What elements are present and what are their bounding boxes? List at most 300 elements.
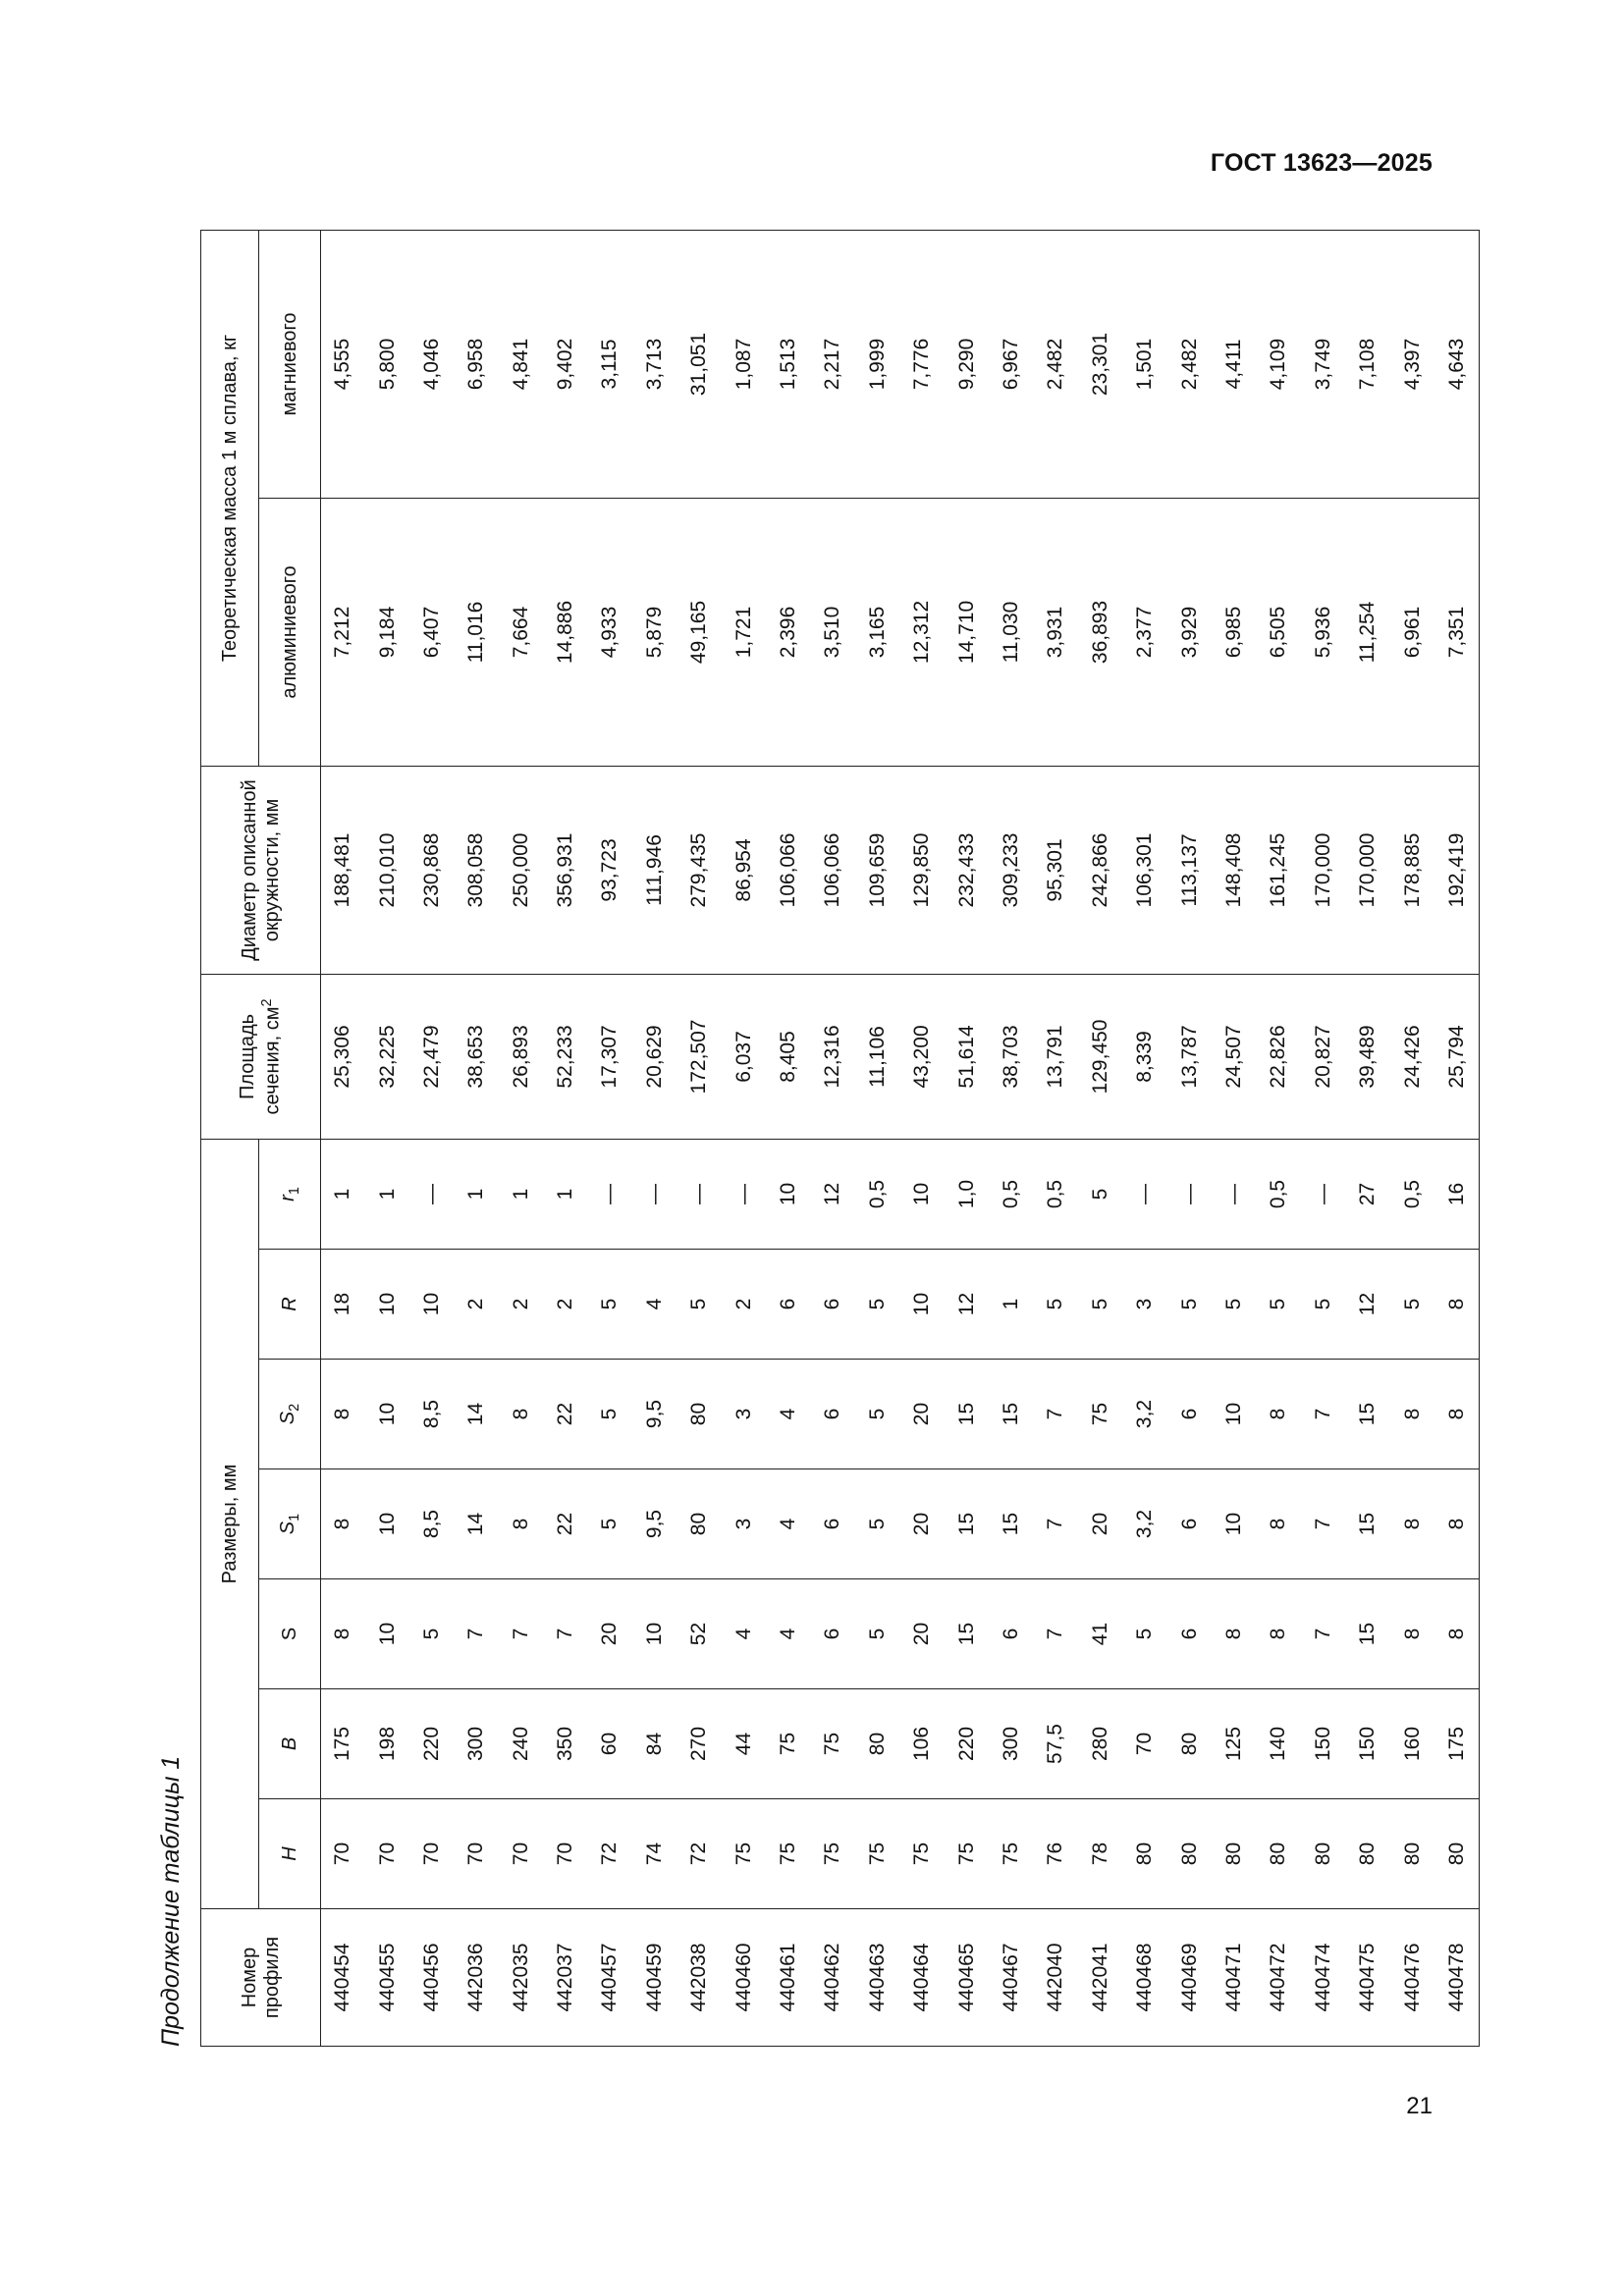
table-cell: 10 bbox=[1212, 1469, 1256, 1579]
table-cell: 440460 bbox=[722, 1909, 766, 2047]
table-row bbox=[1435, 230, 1479, 2046]
table-cell: 440463 bbox=[855, 1909, 899, 2047]
header-area bbox=[201, 974, 321, 1139]
table-cell: 440472 bbox=[1257, 1909, 1301, 2047]
table-cell: 4 bbox=[722, 1579, 766, 1689]
table-cell: 23,301 bbox=[1078, 230, 1122, 498]
table-cell: 6 bbox=[1167, 1579, 1212, 1689]
table-cell: 161,245 bbox=[1257, 766, 1301, 974]
table-cell: 442037 bbox=[543, 1909, 587, 2047]
table-cell: 2,217 bbox=[811, 230, 855, 498]
table-cell: 18 bbox=[321, 1250, 365, 1360]
table-cell: 7 bbox=[1034, 1579, 1078, 1689]
table-cell: 5 bbox=[1212, 1250, 1256, 1360]
table-row bbox=[811, 230, 855, 2046]
table-cell: 52,233 bbox=[543, 974, 587, 1139]
table-cell: 442035 bbox=[499, 1909, 543, 2047]
table-cell: 175 bbox=[321, 1689, 365, 1799]
table-cell: 14,710 bbox=[945, 498, 989, 766]
table-cell: 6 bbox=[811, 1250, 855, 1360]
table-row bbox=[900, 230, 945, 2046]
table-cell: 210,010 bbox=[365, 766, 409, 974]
table-cell: 22 bbox=[543, 1360, 587, 1469]
table-cell: 12 bbox=[945, 1250, 989, 1360]
table-cell: 9,290 bbox=[945, 230, 989, 498]
table-row bbox=[1167, 230, 1212, 2046]
table-row bbox=[1034, 230, 1078, 2046]
table-cell: 6,505 bbox=[1257, 498, 1301, 766]
table-cell: 7,212 bbox=[321, 498, 365, 766]
table-cell: 106,066 bbox=[811, 766, 855, 974]
table-cell: 4,397 bbox=[1390, 230, 1435, 498]
table-cell: 7,108 bbox=[1345, 230, 1389, 498]
table-cell: 150 bbox=[1301, 1689, 1345, 1799]
table-cell: 9,184 bbox=[365, 498, 409, 766]
table-cell: 70 bbox=[543, 1799, 587, 1909]
table-cell: 220 bbox=[409, 1689, 454, 1799]
table-cell: 7 bbox=[455, 1579, 499, 1689]
table-cell: 15 bbox=[1345, 1469, 1389, 1579]
table-cell: 75 bbox=[766, 1799, 810, 1909]
table-cell: 27 bbox=[1345, 1139, 1389, 1249]
header-B: B bbox=[259, 1689, 321, 1799]
table-cell: 44 bbox=[722, 1689, 766, 1799]
header-S1 bbox=[259, 1469, 321, 1579]
table-cell: 3,165 bbox=[855, 498, 899, 766]
table-cell: 6 bbox=[811, 1469, 855, 1579]
rotated-table-block bbox=[157, 231, 1468, 2047]
header-H: H bbox=[259, 1799, 321, 1909]
table-cell: 10 bbox=[365, 1360, 409, 1469]
table-row bbox=[632, 230, 677, 2046]
table-cell: 9,5 bbox=[632, 1360, 677, 1469]
table-cell: 4,933 bbox=[588, 498, 632, 766]
table-cell: 0,5 bbox=[989, 1139, 1033, 1249]
table-cell: 8 bbox=[1257, 1469, 1301, 1579]
table-cell: 442040 bbox=[1034, 1909, 1078, 2047]
table-cell: 86,954 bbox=[722, 766, 766, 974]
header-sizes: Размеры, мм bbox=[201, 1139, 259, 1908]
table-cell: 178,885 bbox=[1390, 766, 1435, 974]
table-cell: 17,307 bbox=[588, 974, 632, 1139]
table-cell: 150 bbox=[1345, 1689, 1389, 1799]
table-cell: — bbox=[1167, 1139, 1212, 1249]
table-cell: 80 bbox=[1167, 1689, 1212, 1799]
table-cell: 8 bbox=[499, 1360, 543, 1469]
table-cell: 109,659 bbox=[855, 766, 899, 974]
table-cell: 5 bbox=[1167, 1250, 1212, 1360]
table-cell: 26,893 bbox=[499, 974, 543, 1139]
table-cell: 15 bbox=[945, 1360, 989, 1469]
table-cell: 160 bbox=[1390, 1689, 1435, 1799]
table-cell: 5 bbox=[1257, 1250, 1301, 1360]
table-cell: 3,749 bbox=[1301, 230, 1345, 498]
table-cell: 6 bbox=[766, 1250, 810, 1360]
table-cell: 5 bbox=[588, 1469, 632, 1579]
table-cell: 4,411 bbox=[1212, 230, 1256, 498]
table-cell: 440471 bbox=[1212, 1909, 1256, 2047]
table-cell: 7 bbox=[1034, 1360, 1078, 1469]
table-cell: 14 bbox=[455, 1469, 499, 1579]
header-area-text: Площадь сечения, см bbox=[237, 1006, 284, 1115]
table-cell: 5 bbox=[588, 1250, 632, 1360]
table-cell: 25,794 bbox=[1435, 974, 1479, 1139]
table-cell: 3 bbox=[722, 1360, 766, 1469]
table-cell: 440474 bbox=[1301, 1909, 1345, 2047]
table-cell: 80 bbox=[1301, 1799, 1345, 1909]
table-cell: 8 bbox=[321, 1579, 365, 1689]
table-cell: 1,087 bbox=[722, 230, 766, 498]
table-cell: 3 bbox=[722, 1469, 766, 1579]
table-cell: — bbox=[677, 1139, 722, 1249]
table-cell: 356,931 bbox=[543, 766, 587, 974]
table-cell: 8 bbox=[499, 1469, 543, 1579]
table-cell: 9,5 bbox=[632, 1469, 677, 1579]
table-cell: 7,776 bbox=[900, 230, 945, 498]
table-cell: 4 bbox=[632, 1250, 677, 1360]
table-cell: 1,721 bbox=[722, 498, 766, 766]
header-r1 bbox=[259, 1139, 321, 1249]
table-cell: 350 bbox=[543, 1689, 587, 1799]
table-cell: 8 bbox=[1435, 1250, 1479, 1360]
table-cell: 0,5 bbox=[1390, 1139, 1435, 1249]
table-cell: 11,030 bbox=[989, 498, 1033, 766]
table-cell: 75 bbox=[811, 1799, 855, 1909]
table-cell: 80 bbox=[1390, 1799, 1435, 1909]
table-cell: 8 bbox=[1257, 1360, 1301, 1469]
table-cell: 175 bbox=[1435, 1689, 1479, 1799]
table-cell: 75 bbox=[722, 1799, 766, 1909]
document-standard-header: ГОСТ 13623—2025 bbox=[1210, 149, 1433, 177]
table-cell: 52 bbox=[677, 1579, 722, 1689]
header-magnesium: магниевого bbox=[259, 230, 321, 498]
table-cell: 5 bbox=[855, 1579, 899, 1689]
table-cell: 20 bbox=[900, 1360, 945, 1469]
table-cell: 74 bbox=[632, 1799, 677, 1909]
table-cell: 78 bbox=[1078, 1799, 1122, 1909]
table-cell: 148,408 bbox=[1212, 766, 1256, 974]
table-cell: 5 bbox=[677, 1250, 722, 1360]
table-cell: 129,450 bbox=[1078, 974, 1122, 1139]
table-cell: 70 bbox=[321, 1799, 365, 1909]
table-cell: 51,614 bbox=[945, 974, 989, 1139]
table-cell: 1,0 bbox=[945, 1139, 989, 1249]
table-cell: 24,426 bbox=[1390, 974, 1435, 1139]
header-R: R bbox=[259, 1250, 321, 1360]
table-cell: 220 bbox=[945, 1689, 989, 1799]
table-row bbox=[1345, 230, 1389, 2046]
table-cell: 300 bbox=[455, 1689, 499, 1799]
table-cell: 106 bbox=[900, 1689, 945, 1799]
table-cell: 24,507 bbox=[1212, 974, 1256, 1139]
table-cell: 4 bbox=[766, 1579, 810, 1689]
table-cell: 41 bbox=[1078, 1579, 1122, 1689]
table-cell: 440476 bbox=[1390, 1909, 1435, 2047]
table-cell: 129,850 bbox=[900, 766, 945, 974]
table-cell: 20 bbox=[588, 1579, 632, 1689]
table-cell: 125 bbox=[1212, 1689, 1256, 1799]
table-cell: 36,893 bbox=[1078, 498, 1122, 766]
table-cell: 80 bbox=[1435, 1799, 1479, 1909]
table-cell: 10 bbox=[900, 1250, 945, 1360]
table-row bbox=[945, 230, 989, 2046]
table-cell: 39,489 bbox=[1345, 974, 1389, 1139]
table-cell: 80 bbox=[1123, 1799, 1167, 1909]
table-cell: — bbox=[722, 1139, 766, 1249]
table-cell: 6,961 bbox=[1390, 498, 1435, 766]
table-cell: 440464 bbox=[900, 1909, 945, 2047]
table-row bbox=[1257, 230, 1301, 2046]
table-cell: 2,377 bbox=[1123, 498, 1167, 766]
table-cell: 2 bbox=[722, 1250, 766, 1360]
table-cell: 15 bbox=[989, 1360, 1033, 1469]
table-row bbox=[499, 230, 543, 2046]
table-cell: — bbox=[1301, 1139, 1345, 1249]
table-cell: 8 bbox=[1390, 1579, 1435, 1689]
table-cell: 5 bbox=[1390, 1250, 1435, 1360]
table-row bbox=[677, 230, 722, 2046]
table-cell: 8 bbox=[1257, 1579, 1301, 1689]
table-cell: 10 bbox=[1212, 1360, 1256, 1469]
table-cell: 106,066 bbox=[766, 766, 810, 974]
table-row bbox=[1212, 230, 1256, 2046]
table-cell: 5 bbox=[588, 1360, 632, 1469]
header-r1-base: r bbox=[276, 1195, 298, 1201]
table-cell: 80 bbox=[1257, 1799, 1301, 1909]
table-cell: 6 bbox=[811, 1360, 855, 1469]
table-cell: 12,316 bbox=[811, 974, 855, 1139]
table-cell: 15 bbox=[1345, 1360, 1389, 1469]
table-cell: 2,482 bbox=[1034, 230, 1078, 498]
table-cell: 72 bbox=[588, 1799, 632, 1909]
table-cell: 4,109 bbox=[1257, 230, 1301, 498]
table-cell: 0,5 bbox=[1257, 1139, 1301, 1249]
table-cell: 230,868 bbox=[409, 766, 454, 974]
table-cell: 270 bbox=[677, 1689, 722, 1799]
table-cell: 25,306 bbox=[321, 974, 365, 1139]
table-cell: 3,115 bbox=[588, 230, 632, 498]
table-cell: 15 bbox=[945, 1469, 989, 1579]
table-row bbox=[409, 230, 454, 2046]
table-cell: 5 bbox=[855, 1469, 899, 1579]
table-cell: 80 bbox=[855, 1689, 899, 1799]
table-cell: 7 bbox=[1301, 1469, 1345, 1579]
table-row bbox=[1123, 230, 1167, 2046]
table-cell: 70 bbox=[1123, 1689, 1167, 1799]
table-cell: 250,000 bbox=[499, 766, 543, 974]
table-cell: 170,000 bbox=[1301, 766, 1345, 974]
table-cell: 11,016 bbox=[455, 498, 499, 766]
table-cell: 4 bbox=[766, 1360, 810, 1469]
table-cell: 75 bbox=[766, 1689, 810, 1799]
table-cell: 7 bbox=[1301, 1579, 1345, 1689]
table-cell: 11,106 bbox=[855, 974, 899, 1139]
table-cell: 2 bbox=[543, 1250, 587, 1360]
table-cell: 1 bbox=[321, 1139, 365, 1249]
table-cell: 440456 bbox=[409, 1909, 454, 2047]
table-cell: 308,058 bbox=[455, 766, 499, 974]
table-cell: 12,312 bbox=[900, 498, 945, 766]
table-cell: 9,402 bbox=[543, 230, 587, 498]
table-cell: 111,946 bbox=[632, 766, 677, 974]
table-cell: 10 bbox=[365, 1579, 409, 1689]
table-row bbox=[455, 230, 499, 2046]
table-cell: 1 bbox=[989, 1250, 1033, 1360]
table-cell: 440462 bbox=[811, 1909, 855, 2047]
table-cell: 7 bbox=[543, 1579, 587, 1689]
header-area-sup: 2 bbox=[259, 998, 276, 1007]
header-r1-sub: 1 bbox=[286, 1187, 302, 1196]
table-cell: 10 bbox=[365, 1469, 409, 1579]
header-aluminum: алюминиевого bbox=[259, 498, 321, 766]
table-cell: 170,000 bbox=[1345, 766, 1389, 974]
header-S1-sub: 1 bbox=[286, 1513, 302, 1522]
table-cell: 14 bbox=[455, 1360, 499, 1469]
table-row bbox=[321, 230, 365, 2046]
table-cell: 10 bbox=[409, 1250, 454, 1360]
table-cell: 22,479 bbox=[409, 974, 454, 1139]
table-cell: 10 bbox=[632, 1579, 677, 1689]
table-cell: 8,405 bbox=[766, 974, 810, 1139]
table-cell: 440455 bbox=[365, 1909, 409, 2047]
table-cell: 198 bbox=[365, 1689, 409, 1799]
header-profile-number: Номер профиля bbox=[201, 1909, 321, 2047]
table-cell: — bbox=[588, 1139, 632, 1249]
table-cell: 440467 bbox=[989, 1909, 1033, 2047]
table-cell: 5,800 bbox=[365, 230, 409, 498]
table-cell: 5 bbox=[855, 1250, 899, 1360]
table-cell: 192,419 bbox=[1435, 766, 1479, 974]
table-cell: 60 bbox=[588, 1689, 632, 1799]
table-cell: — bbox=[632, 1139, 677, 1249]
table-cell: 80 bbox=[677, 1360, 722, 1469]
table-cell: 4,555 bbox=[321, 230, 365, 498]
table-cell: 75 bbox=[945, 1799, 989, 1909]
table-cell: 22 bbox=[543, 1469, 587, 1579]
table-cell: 6 bbox=[1167, 1469, 1212, 1579]
table-cell: 49,165 bbox=[677, 498, 722, 766]
table-cell: — bbox=[409, 1139, 454, 1249]
table-cell: 75 bbox=[811, 1689, 855, 1799]
table-cell: 1 bbox=[455, 1139, 499, 1249]
table-cell: 6,985 bbox=[1212, 498, 1256, 766]
table-row bbox=[855, 230, 899, 2046]
table-cell: 15 bbox=[945, 1579, 989, 1689]
table-cell: 7 bbox=[1301, 1360, 1345, 1469]
table-cell: 4,841 bbox=[499, 230, 543, 498]
table-cell: 80 bbox=[677, 1469, 722, 1579]
table-cell: 232,433 bbox=[945, 766, 989, 974]
table-cell: 5,879 bbox=[632, 498, 677, 766]
table-cell: 172,507 bbox=[677, 974, 722, 1139]
table-cell: 8,5 bbox=[409, 1360, 454, 1469]
table-cell: 57,5 bbox=[1034, 1689, 1078, 1799]
table-row bbox=[766, 230, 810, 2046]
table-cell: 22,826 bbox=[1257, 974, 1301, 1139]
table-cell: 2,396 bbox=[766, 498, 810, 766]
table-cell: 8 bbox=[1435, 1469, 1479, 1579]
table-cell: 113,137 bbox=[1167, 766, 1212, 974]
table-cell: 80 bbox=[1345, 1799, 1389, 1909]
table-cell: 0,5 bbox=[1034, 1139, 1078, 1249]
table-cell: 442036 bbox=[455, 1909, 499, 2047]
table-cell: 440468 bbox=[1123, 1909, 1167, 2047]
table-cell: 31,051 bbox=[677, 230, 722, 498]
table-cell: 7,351 bbox=[1435, 498, 1479, 766]
table-row bbox=[1390, 230, 1435, 2046]
table-row bbox=[722, 230, 766, 2046]
table-cell: 5 bbox=[409, 1579, 454, 1689]
table-cell: 6,967 bbox=[989, 230, 1033, 498]
table-cell: 3,2 bbox=[1123, 1469, 1167, 1579]
table-cell: 2,482 bbox=[1167, 230, 1212, 498]
table-cell: 5 bbox=[1078, 1139, 1122, 1249]
table-cell: 1,999 bbox=[855, 230, 899, 498]
table-cell: 70 bbox=[365, 1799, 409, 1909]
table-cell: 38,703 bbox=[989, 974, 1033, 1139]
table-cell: 1 bbox=[499, 1139, 543, 1249]
table-cell: 0,5 bbox=[855, 1139, 899, 1249]
table-cell: 20 bbox=[1078, 1469, 1122, 1579]
table-cell: 7 bbox=[499, 1579, 543, 1689]
table-cell: 440454 bbox=[321, 1909, 365, 2047]
table-cell: 140 bbox=[1257, 1689, 1301, 1799]
table-cell: 43,200 bbox=[900, 974, 945, 1139]
table-cell: 440469 bbox=[1167, 1909, 1212, 2047]
table-cell: 16 bbox=[1435, 1139, 1479, 1249]
table-cell: 5 bbox=[1123, 1579, 1167, 1689]
table-cell: 20 bbox=[900, 1579, 945, 1689]
table-cell: 75 bbox=[855, 1799, 899, 1909]
table-cell: — bbox=[1123, 1139, 1167, 1249]
table-cell: 75 bbox=[989, 1799, 1033, 1909]
table-cell: 8 bbox=[321, 1469, 365, 1579]
table-cell: — bbox=[1212, 1139, 1256, 1249]
table-cell: 93,723 bbox=[588, 766, 632, 974]
table-cell: 4,046 bbox=[409, 230, 454, 498]
table-cell: 240 bbox=[499, 1689, 543, 1799]
table-cell: 1,513 bbox=[766, 230, 810, 498]
table-cell: 38,653 bbox=[455, 974, 499, 1139]
table-cell: 440465 bbox=[945, 1909, 989, 2047]
table-cell: 10 bbox=[900, 1139, 945, 1249]
header-S2 bbox=[259, 1360, 321, 1469]
table-cell: 6 bbox=[1167, 1360, 1212, 1469]
table-cell: 6 bbox=[811, 1579, 855, 1689]
table-cell: 8 bbox=[1390, 1360, 1435, 1469]
table-body bbox=[321, 230, 1480, 2046]
table-cell: 440475 bbox=[1345, 1909, 1389, 2047]
table-cell: 309,233 bbox=[989, 766, 1033, 974]
table-cell: 3,2 bbox=[1123, 1360, 1167, 1469]
table-cell: 8 bbox=[1435, 1579, 1479, 1689]
table-cell: 8,339 bbox=[1123, 974, 1167, 1139]
table-cell: 5 bbox=[1301, 1250, 1345, 1360]
table-cell: 15 bbox=[989, 1469, 1033, 1579]
page-number: 21 bbox=[1406, 2093, 1433, 2119]
table-cell: 20 bbox=[900, 1469, 945, 1579]
table-cell: 6 bbox=[989, 1579, 1033, 1689]
header-S1-base: S bbox=[276, 1521, 298, 1535]
table-cell: 6,958 bbox=[455, 230, 499, 498]
table-cell: 4,643 bbox=[1435, 230, 1479, 498]
table-row bbox=[989, 230, 1033, 2046]
table-cell: 84 bbox=[632, 1689, 677, 1799]
table-cell: 440478 bbox=[1435, 1909, 1479, 2047]
table-cell: 2 bbox=[455, 1250, 499, 1360]
table-cell: 440461 bbox=[766, 1909, 810, 2047]
table-cell: 70 bbox=[455, 1799, 499, 1909]
